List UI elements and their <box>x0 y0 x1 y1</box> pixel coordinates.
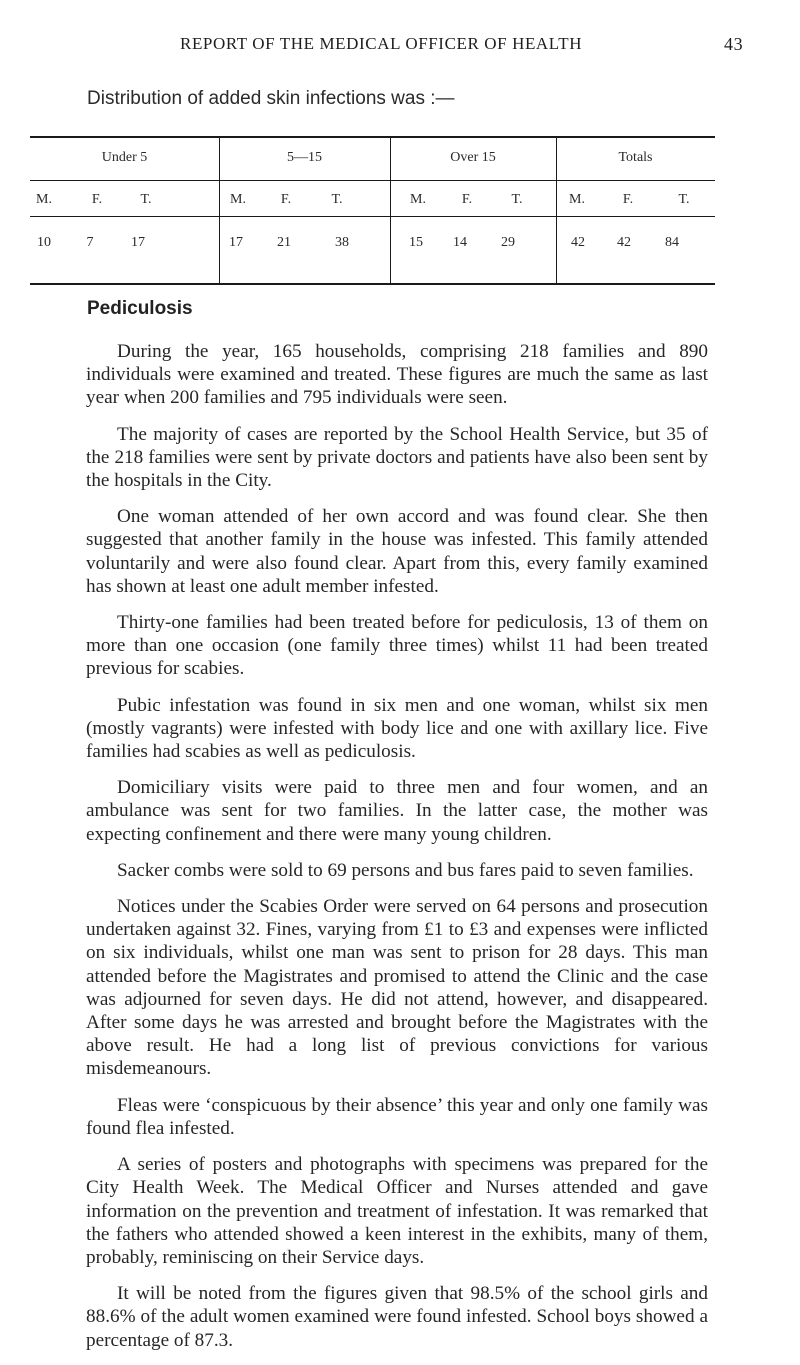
skin-infections-table <box>30 136 715 286</box>
paragraph: One woman attended of her own accord and was found clear. She then suggested that another family in the house was infested. This family attended voluntarily and were also found clear. Apart from this, every family examined has shown at least one adult member infested. <box>86 506 708 597</box>
group-header-under-5: Under 5 <box>101 150 148 165</box>
value-over15-t: 29 <box>501 235 515 250</box>
paragraph: The majority of cases are reported by the School Health Service, but 35 of the 218 families were sent by private doctors and patients have also been sent by the hospitals in the City. <box>86 423 708 492</box>
intro-line: Distribution of added skin infections was :— <box>87 88 455 109</box>
value-under5-t: 17 <box>131 235 145 250</box>
subheader-t: T. <box>331 192 343 207</box>
subheader-m: M. <box>36 192 52 207</box>
subheader-t: T. <box>678 192 690 207</box>
table-subheader-rule <box>30 216 715 217</box>
page-number: 43 <box>724 34 744 54</box>
value-5to15-f: 21 <box>277 235 291 250</box>
value-totals-m: 42 <box>571 235 585 250</box>
paragraph: Sacker combs were sold to 69 persons and bus fares paid to seven families. <box>117 859 694 881</box>
table-bottom-rule <box>30 283 715 285</box>
value-over15-m: 15 <box>409 235 423 250</box>
value-5to15-t: 38 <box>335 235 349 250</box>
subheader-m: M. <box>410 192 426 207</box>
table-header-rule <box>30 180 715 181</box>
paragraph: Fleas were ‘conspicuous by their absence’ this year and only one family was found flea infested. <box>86 1094 708 1139</box>
report-title: REPORT OF THE MEDICAL OFFICER OF HEALTH <box>180 34 583 53</box>
value-under5-f: 7 <box>86 235 94 250</box>
subheader-m: M. <box>230 192 246 207</box>
value-totals-f: 42 <box>617 235 631 250</box>
subheader-t: T. <box>511 192 523 207</box>
paragraph: During the year, 165 households, comprising 218 families and 890 individuals were examined and treated. These figures are much the same as last year when 200 families and 795 individuals were seen. <box>86 341 708 409</box>
value-under5-m: 10 <box>37 235 51 250</box>
paragraph: Thirty-one families had been treated before for pediculosis, 13 of them on more than one occasion (one family three times) whilst 11 had been treated previous for scabies. <box>86 612 708 680</box>
section-heading-pediculosis: Pediculosis <box>87 298 193 319</box>
paragraph: Pubic infestation was found in six men and one woman, whilst six men (mostly vagrants) were infested with body lice and one with axillary lice. Five families had scabies as well as pediculosis. <box>86 694 708 763</box>
table-top-rule <box>30 136 715 138</box>
group-header-totals: Totals <box>618 150 653 165</box>
value-totals-t: 84 <box>665 235 679 250</box>
group-header-5-15: 5—15 <box>287 150 322 165</box>
subheader-t: T. <box>140 192 152 207</box>
paragraph: A series of posters and photographs with specimens was prepared for the City Health Week. The Medical Officer and Nurses attended and gave information on the prevention and treatment of infestation. It was remarked that the fathers who attended showed a keen interest in the exhibits, many of them, probably, reminiscing on their Service days. <box>86 1154 708 1268</box>
body-text <box>86 340 708 1365</box>
subheader-f: F. <box>461 192 473 207</box>
subheader-f: F. <box>280 192 292 207</box>
paragraph: It will be noted from the figures given that 98.5% of the school girls and 88.6% of the adult women examined were found infested. School boys showed a percentage of 87.3. <box>86 1283 708 1351</box>
paragraph: Notices under the Scabies Order were served on 64 persons and prosecution undertaken against 32. Fines, varying from £1 to £3 and expenses were inflicted on six individuals, whilst one man was sent to prison for 28 days. This man attended before the Magistrates and promised to attend the Clinic and the case was adjourned for seven days. He did not attend, however, and disappeared. After some days he was arrested and brought before the Magistrates with the above result. He had a long list of previous convictions for various misdemeanours. <box>86 896 708 1080</box>
value-5to15-m: 17 <box>229 235 243 250</box>
subheader-m: M. <box>569 192 585 207</box>
group-header-over-15: Over 15 <box>450 150 496 165</box>
value-over15-f: 14 <box>453 235 467 250</box>
paragraph: Domiciliary visits were paid to three men and four women, and an ambulance was sent for two families. In the latter case, the mother was expecting confinement and there were many young children. <box>86 777 708 845</box>
subheader-f: F. <box>91 192 103 207</box>
subheader-f: F. <box>622 192 634 207</box>
